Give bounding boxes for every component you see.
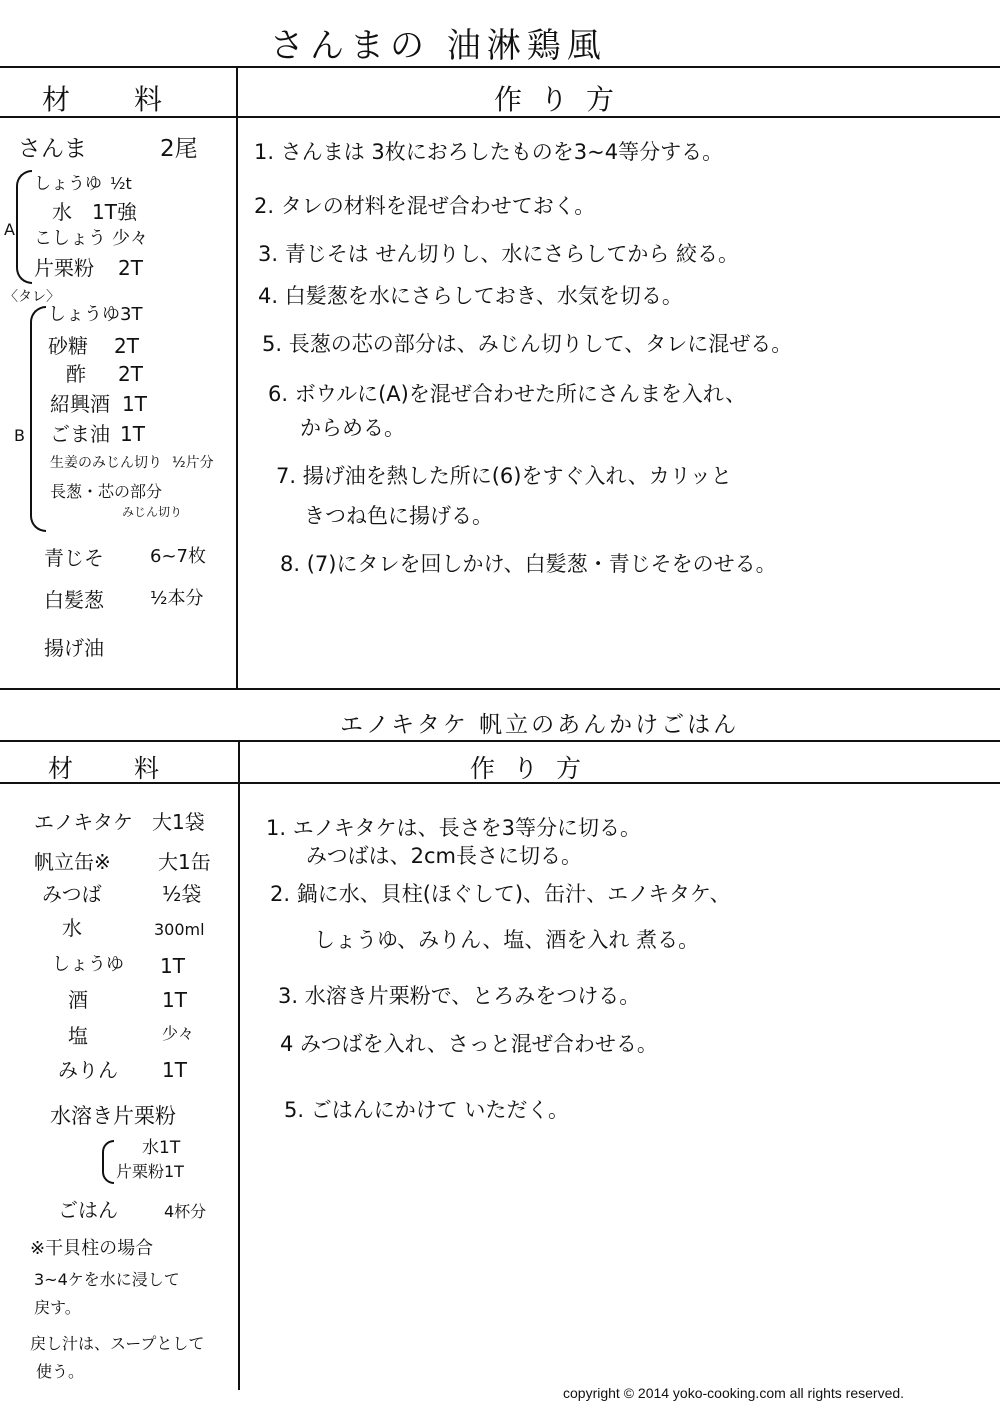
ingredient-name: さんま [18, 136, 87, 162]
ingredient-qty: ½片分 [172, 455, 214, 471]
ingredient-name: 水 [62, 916, 82, 940]
ingredient-qty: ½袋 [162, 882, 202, 906]
group-b-label: B [14, 426, 25, 445]
recipe1-title: さんまの 油淋鶏風 [270, 26, 607, 66]
ingredient-name: 生姜のみじん切り [50, 455, 162, 471]
ingredient-qty: 大1缶 [158, 850, 211, 874]
step: 3. 青じそは せん切りし、水にさらしてから 絞る。 [258, 242, 740, 266]
column-divider [238, 740, 240, 1390]
ingredient-qty: 2尾 [160, 136, 198, 162]
starch-brace [102, 1140, 114, 1184]
copyright: copyright © 2014 yoko-cooking.com all rights reserved. [563, 1385, 905, 1401]
ingredient-qty: 片栗粉1T [116, 1162, 184, 1181]
ingredient-name: 片栗粉 [34, 256, 94, 280]
ingredient-name: 酢 [66, 362, 86, 386]
group-a-label: A [4, 220, 15, 239]
ingredient-name: 紹興酒 [50, 392, 110, 416]
ingredient-name: ごま油 [50, 422, 110, 446]
ingredient-qty: 2T [118, 256, 143, 280]
ingredient-qty: ½本分 [150, 588, 204, 609]
ingredient-qty: 2T [118, 362, 143, 386]
ingredient-name: 揚げ油 [44, 636, 104, 660]
ingredient-name: しょうゆ [34, 174, 102, 194]
ingredient-name: 酒 [68, 988, 88, 1012]
note-line: 戻す。 [34, 1298, 81, 1317]
step-continuation: しょうゆ、みりん、塩、酒を入れ 煮る。 [314, 928, 700, 952]
ingredient-name: 帆立缶※ [34, 850, 111, 874]
ingredient-name: エノキタケ [34, 810, 133, 834]
ingredient-qty: 3T [120, 304, 143, 325]
ingredient-qty: 1T [162, 1058, 187, 1082]
step: 5. 長葱の芯の部分は、みじん切りして、タレに混ぜる。 [262, 332, 793, 356]
ingredient-qty: ½t [110, 174, 132, 193]
step: 5. ごはんにかけて いただく。 [284, 1098, 569, 1122]
divider [0, 688, 1000, 690]
note-line: ※干貝柱の場合 [30, 1238, 154, 1259]
step: 8. (7)にタレを回しかけ、白髪葱・青じそをのせる。 [280, 552, 777, 576]
ingredient-qty: 少々 [162, 1024, 195, 1043]
recipe2-title: エノキタケ 帆立のあんかけごはん [340, 712, 740, 738]
ingredient-qty: 少々 [112, 228, 148, 249]
ingredient-qty: みじん切り [122, 505, 183, 519]
ingredient-name: 塩 [68, 1024, 88, 1048]
divider [0, 66, 1000, 68]
ingredient-name: 水 [52, 200, 72, 224]
note-line: 3~4ケを水に浸して [34, 1270, 180, 1289]
ingredients-header: 材 料 [42, 83, 181, 116]
ingredient-name: 白髪葱 [44, 588, 104, 612]
ingredient-qty: 300ml [154, 920, 205, 939]
ingredient-qty: 2T [114, 334, 139, 358]
step: 4. 白髪葱を水にさらしておき、水気を切る。 [258, 284, 683, 308]
ingredient-qty: 6~7枚 [150, 546, 206, 567]
step: 4 みつばを入れ、さっと混ぜ合わせる。 [280, 1032, 658, 1056]
step: 7. 揚げ油を熱した所に(6)をすぐ入れ、カリッと [276, 464, 732, 488]
step-continuation: からめる。 [300, 416, 405, 440]
ingredient-qty: 4杯分 [164, 1202, 207, 1221]
step: 2. 鍋に水、貝柱(ほぐして)、缶汁、エノキタケ、 [270, 882, 731, 906]
ingredients-header: 材 料 [48, 754, 178, 783]
method-header: 作り方 [494, 83, 633, 116]
ingredient-name: ごはん [58, 1198, 118, 1222]
group-a-brace [16, 170, 32, 284]
ingredient-qty: 1T [160, 954, 185, 978]
ingredient-name: しょうゆ [52, 954, 124, 975]
column-divider [236, 66, 238, 688]
method-header: 作り方 [470, 754, 600, 783]
ingredient-qty: 1T [120, 422, 145, 446]
ingredient-name: みつば [42, 882, 102, 906]
step: 6. ボウルに(A)を混ぜ合わせた所にさんまを入れ、 [268, 382, 747, 406]
ingredient-name: こしょう [34, 228, 106, 249]
ingredient-qty: 1T [122, 392, 147, 416]
note-line: 使う。 [36, 1362, 85, 1381]
note-line: 戻し汁は、スープとして [30, 1334, 205, 1353]
ingredient-qty: 1T [162, 988, 187, 1012]
ingredient-qty: 水1T [142, 1138, 181, 1158]
ingredient-qty: 1T強 [92, 200, 137, 224]
ingredient-name: 砂糖 [48, 334, 88, 358]
ingredient-qty: 大1袋 [152, 810, 205, 834]
step: 3. 水溶き片栗粉で、とろみをつける。 [278, 984, 641, 1008]
ingredient-name: みりん [58, 1058, 118, 1082]
step: 1. エノキタケは、長さを3等分に切る。 [266, 816, 642, 840]
group-b-brace [30, 306, 46, 532]
tare-label: 〈タレ〉 [4, 289, 60, 305]
ingredient-name: しょうゆ [48, 304, 120, 325]
step-continuation: みつばは、2cm長さに切る。 [306, 844, 582, 868]
step: 1. さんまは 3枚におろしたものを3~4等分する。 [254, 140, 724, 164]
ingredient-name: 長葱・芯の部分 [50, 482, 163, 501]
step: 2. タレの材料を混ぜ合わせておく。 [254, 194, 596, 218]
ingredient-name: 水溶き片栗粉 [50, 1104, 176, 1128]
step-continuation: きつね色に揚げる。 [304, 504, 493, 528]
divider [0, 740, 1000, 742]
ingredient-name: 青じそ [44, 546, 104, 570]
